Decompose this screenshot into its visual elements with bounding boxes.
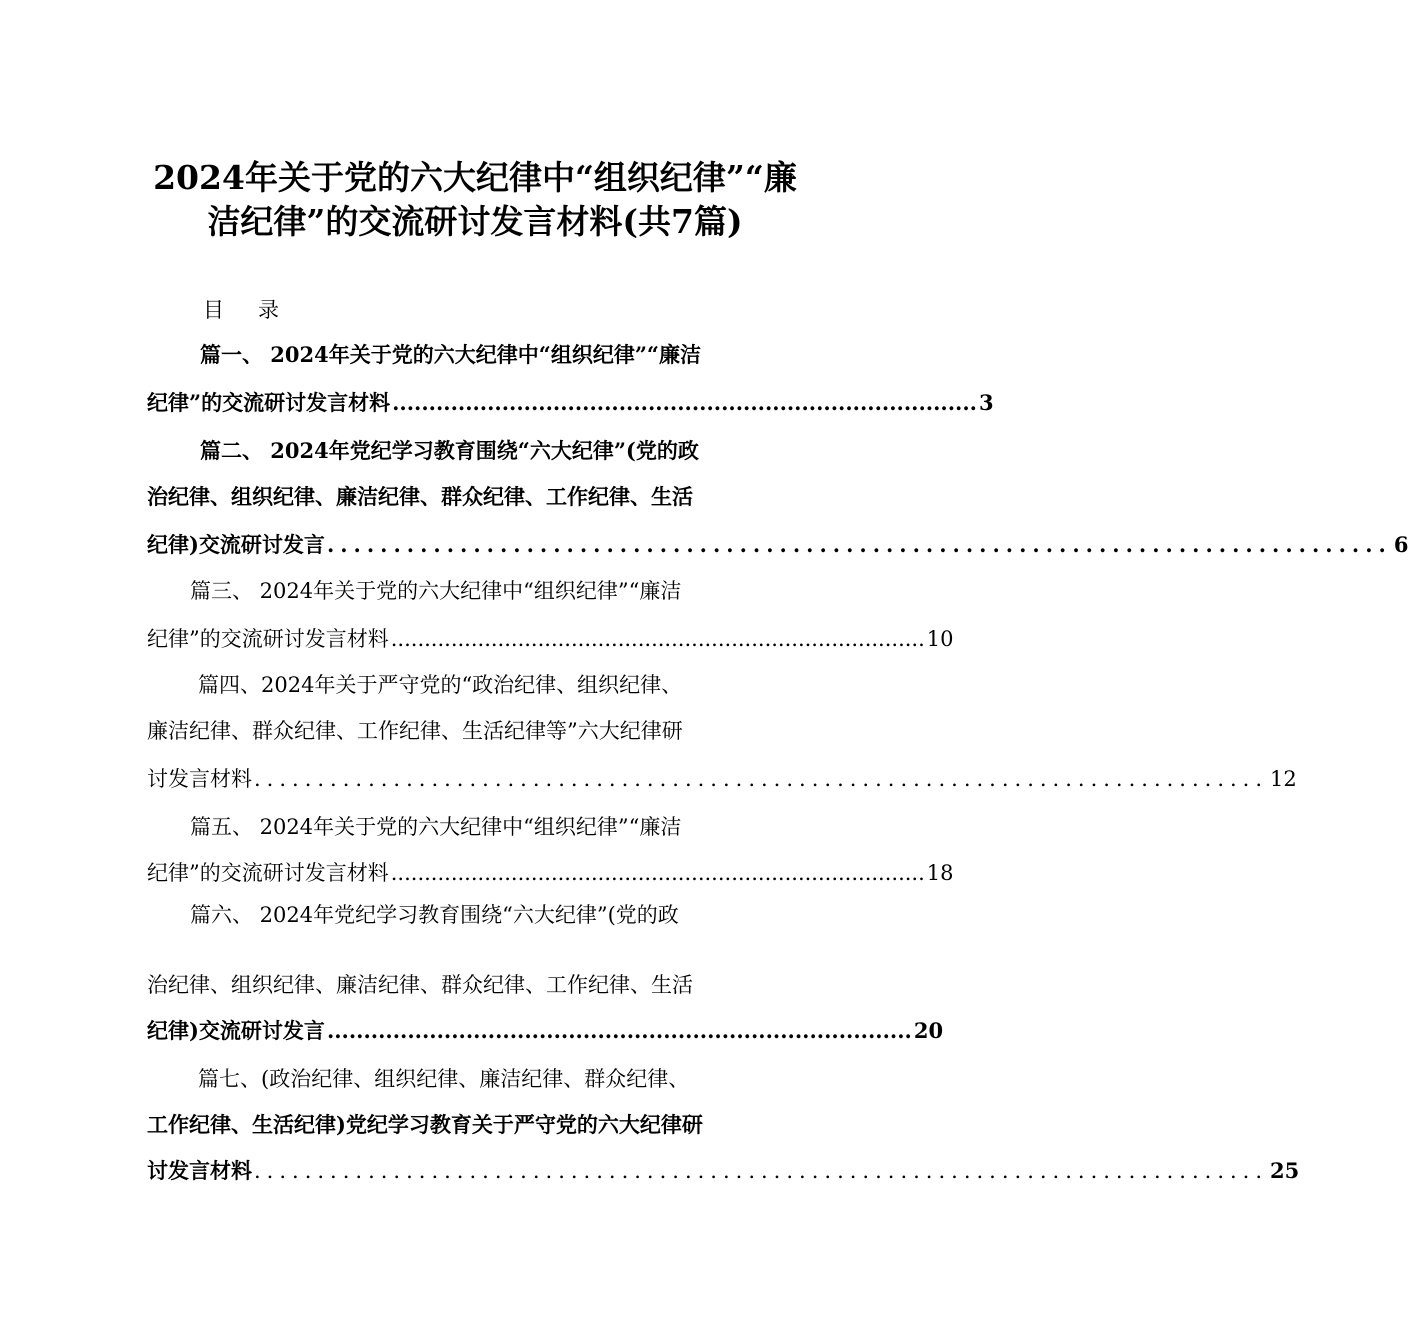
toc-entry-7-line-1[interactable]: 篇七、(政治纪律、组织纪律、廉洁纪律、群众纪律、 — [198, 1067, 690, 1091]
toc-entry-3-last-line[interactable] — [147, 624, 954, 654]
toc-entry-3-page: 10 — [926, 627, 954, 651]
toc-entry-6-last-line[interactable] — [147, 1016, 944, 1046]
toc-entry-3-line-1[interactable]: 篇三、 2024年关于党的六大纪律中“组织纪律”“廉洁 — [190, 579, 682, 603]
toc-entry-1-page: 3 — [978, 390, 994, 415]
toc-entry-5-page: 18 — [926, 861, 954, 885]
toc-entry-5-leader: ................................................................................ — [390, 861, 925, 885]
toc-entry-5-last-line[interactable] — [147, 858, 954, 888]
toc-entry-4-text: 讨发言材料 — [147, 767, 252, 791]
toc-entry-7-page: 25 — [1270, 1158, 1300, 1183]
toc-entry-4-line-1[interactable]: 篇四、2024年关于严守党的“政治纪律、组织纪律、 — [198, 673, 683, 697]
toc-heading-right: 录 — [258, 298, 279, 322]
document-title-line-1: 2024年关于党的六大纪律中“组织纪律”“廉 — [153, 158, 797, 197]
toc-entry-4-leader: ................................................................................ — [254, 767, 1269, 791]
toc-entry-6-page: 20 — [913, 1018, 944, 1043]
toc-entry-2-line-2[interactable]: 治纪律、组织纪律、廉洁纪律、群众纪律、工作纪律、生活 — [147, 484, 693, 509]
toc-entry-6-text: 纪律)交流研讨发言 — [147, 1018, 325, 1043]
toc-entry-4-page: 12 — [1270, 767, 1297, 791]
toc-entry-6-leader: ................................................................................ — [326, 1018, 912, 1043]
toc-entry-6-line-2[interactable]: 治纪律、组织纪律、廉洁纪律、群众纪律、工作纪律、生活 — [147, 973, 693, 997]
toc-entry-1-line-1[interactable]: 篇一、 2024年关于党的六大纪律中“组织纪律”“廉洁 — [200, 342, 701, 367]
toc-entry-2-text: 纪律)交流研讨发言 — [147, 532, 325, 557]
toc-entry-2-last-line[interactable] — [147, 530, 1408, 560]
toc-entry-4-last-line[interactable] — [147, 764, 1297, 794]
toc-entry-7-text: 讨发言材料 — [147, 1158, 252, 1183]
toc-entry-7-last-line[interactable] — [147, 1156, 1300, 1186]
toc-entry-3-text: 纪律”的交流研讨发言材料 — [147, 627, 389, 651]
toc-entry-2-line-1[interactable]: 篇二、 2024年党纪学习教育围绕“六大纪律”(党的政 — [200, 438, 699, 463]
toc-entry-5-text: 纪律”的交流研讨发言材料 — [147, 861, 389, 885]
toc-entry-2-leader: ................................................................................ — [326, 532, 1392, 557]
toc-heading-left: 目 — [203, 298, 224, 322]
document-title-line-2: 洁纪律”的交流研讨发言材料(共7篇) — [207, 202, 743, 241]
toc-entry-6-line-1[interactable]: 篇六、 2024年党纪学习教育围绕“六大纪律”(党的政 — [190, 903, 679, 927]
toc-entry-7-line-2[interactable]: 工作纪律、生活纪律)党纪学习教育关于严守党的六大纪律研 — [147, 1112, 703, 1137]
toc-heading — [203, 296, 279, 324]
toc-entry-5-line-1[interactable]: 篇五、 2024年关于党的六大纪律中“组织纪律”“廉洁 — [190, 815, 682, 839]
toc-entry-2-page: 6 — [1393, 532, 1408, 557]
toc-entry-1-text: 纪律”的交流研讨发言材料 — [147, 390, 391, 415]
toc-entry-7-leader: ................................................................................ — [254, 1159, 1269, 1183]
toc-entry-3-leader: ................................................................................ — [390, 627, 925, 651]
toc-entry-4-line-2[interactable]: 廉洁纪律、群众纪律、工作纪律、生活纪律等”六大纪律研 — [147, 719, 683, 743]
toc-entry-1-leader: ................................................................................ — [392, 390, 977, 415]
toc-entry-1-last-line[interactable] — [147, 388, 994, 418]
